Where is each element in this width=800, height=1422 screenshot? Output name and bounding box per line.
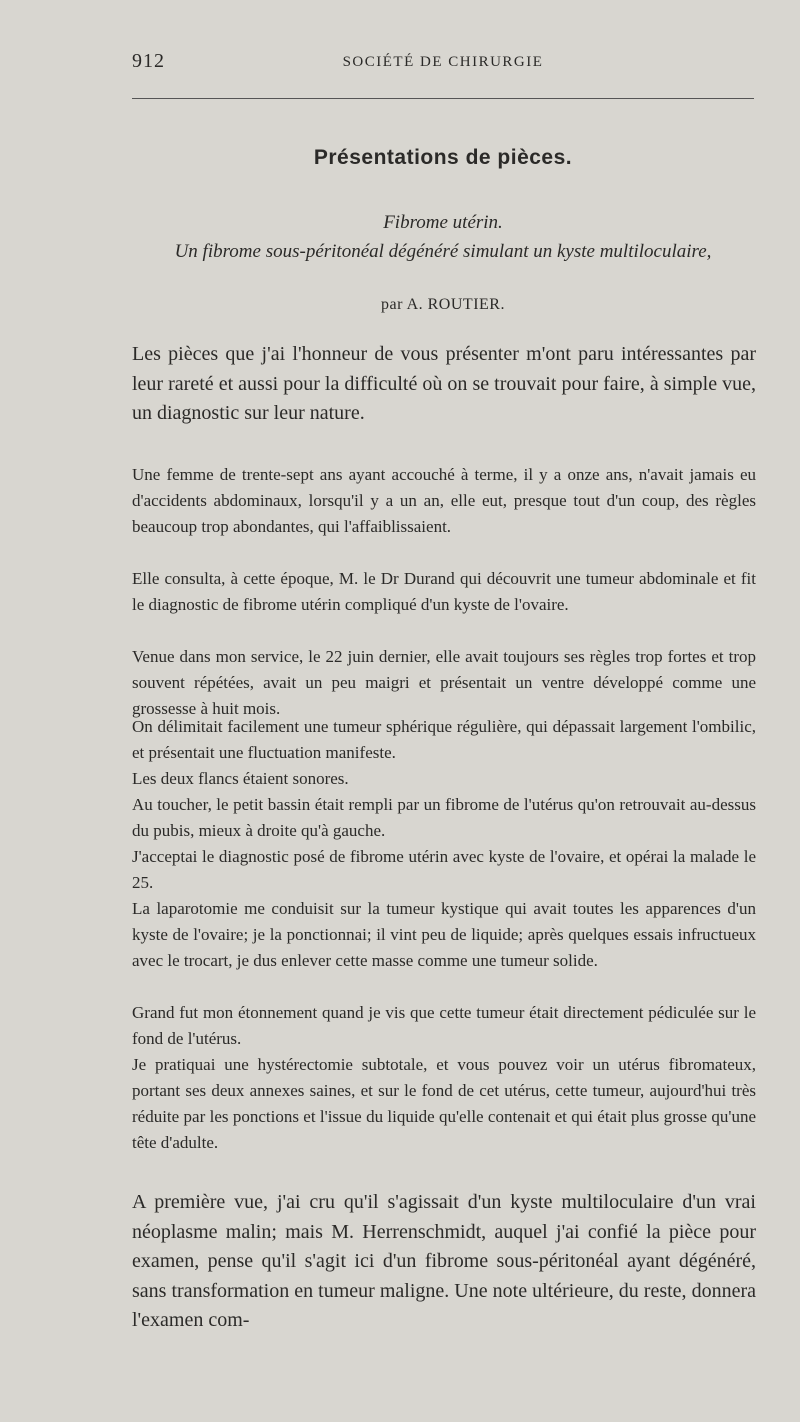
paragraph: Grand fut mon étonnement quand je vis que cette tumeur était directement pédiculée sur le fond de l'utérus. [132,1003,756,1048]
page-header [132,50,754,80]
paragraph: La laparotomie me conduisit sur la tumeur kystique qui avait toutes les apparences d'un kyste de l'ovaire; je la ponctionnai; il vint peu de liquide; après quelques essais infructueux avec le trocart, je dus enlever cette masse comme une tumeur solide. [132,899,756,970]
article-title: Fibrome utérin. [383,212,503,233]
article-subtitle: Un fibrome sous-péritonéal dégénéré simulant un kyste multiloculaire, [174,241,712,262]
paragraph: Une femme de trente-sept ans ayant accouché à terme, il y a onze ans, n'avait jamais eu d'accidents abdominaux, lorsqu'il y a un an, elle eut, presque tout d'un coup, des règles beaucoup trop abondantes, qui l'affaiblissaient. [132,465,756,536]
header-rule [132,98,754,99]
paragraph: Les deux flancs étaient sonores. [132,769,349,788]
running-title: SOCIÉTÉ DE CHIRURGIE [342,54,544,70]
article-author: par A. ROUTIER. [381,296,505,313]
paragraph-closing: A première vue, j'ai cru qu'il s'agissait d'un kyste multiloculaire d'un vrai néoplasme malin; mais M. Herrenschmidt, auquel j'ai confié la pièce pour examen, pense qu'il s'agit ici d'un fibrome sous-péritonéal ayant dégénéré, sans transformation en tumeur maligne. Une note ultérieure, du reste, donnera l'examen com- [132,1191,756,1331]
paragraph: Je pratiquai une hystérectomie subtotale, et vous pouvez voir un utérus fibromateux, portant ses deux annexes saines, et sur le fond de cet utérus, cette tumeur, aujourd'hui très réduite par les ponctions et l'issue du liquide qu'elle contenait et qui était plus grosse qu'une tête d'adulte. [132,1055,756,1152]
paragraph: J'acceptai le diagnostic posé de fibrome utérin avec kyste de l'ovaire, et opérai la malade le 25. [132,847,756,892]
section-title: Présentations de pièces. [313,146,573,169]
paragraph-intro: Les pièces que j'ai l'honneur de vous présenter m'ont paru intéressantes par leur rareté et aussi pour la difficulté où on se trouvait pour faire, à simple vue, un diagnostic sur leur nature. [132,343,756,424]
paragraph: Venue dans mon service, le 22 juin dernier, elle avait toujours ses règles trop fortes et trop souvent répétées, avait un peu maigri et présentait un ventre développé comme une grossesse à huit mois. [132,647,756,718]
paragraph: On délimitait facilement une tumeur sphérique régulière, qui dépassait largement l'ombilic, et présentait une fluctuation manifeste. [132,717,756,762]
paragraph: Au toucher, le petit bassin était rempli par un fibrome de l'utérus qu'on retrouvait au-dessus du pubis, mieux à droite qu'à gauche. [132,795,756,840]
paragraph: Elle consulta, à cette époque, M. le Dr Durand qui découvrit une tumeur abdominale et fit le diagnostic de fibrome utérin compliqué d'un kyste de l'ovaire. [132,569,756,614]
page-number: 912 [132,50,165,72]
